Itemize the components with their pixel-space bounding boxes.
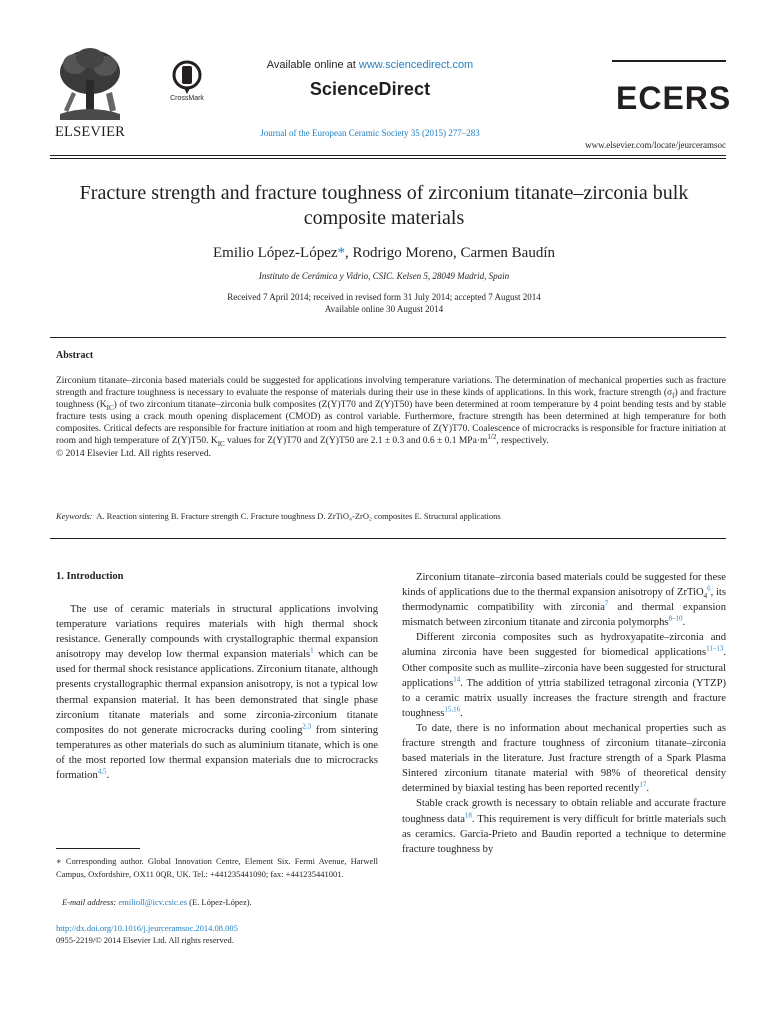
right-column <box>402 570 726 857</box>
crossmark-icon[interactable] <box>172 60 202 100</box>
email-label: E-mail address: <box>62 897 119 907</box>
email-owner: (E. López-López). <box>187 897 252 907</box>
available-online <box>200 59 540 71</box>
elsevier-tree-logo <box>50 42 130 122</box>
sciencedirect-link[interactable]: www.sciencedirect.com <box>358 59 474 71</box>
journal-url[interactable]: www.elsevier.com/locate/jeurceramsoc <box>585 140 726 150</box>
journal-citation[interactable]: Journal of the European Ceramic Society 35 (2015) 277–283 <box>260 128 480 138</box>
intro-paragraph-5: Stable crack growth is necessary to obtain reliable and accurate fracture toughness data$^{18}$. This requirement is very difficult for brittle materials such as ceramics. Garcia-Prieto and Baudin reported a technique to determine fracture toughness by <box>402 798 726 855</box>
section-heading-introduction: 1. Introduction <box>56 571 124 582</box>
publisher-name: ELSEVIER <box>54 124 126 140</box>
intro-paragraph-3: Different zirconia composites such as hydroxyapatite–zirconia and alumina zirconia have been suggested for biomedical applications$^{11-13}$. Other composite such as mullite–zirconia have been suggested for structural applications$^{14}$. The addition of yttria stabilized tetragonal zirconia (YTZP) to a ceramic matrix usually increases the fracture strength and fracture toughness$^{15,16}$. <box>402 632 726 719</box>
keywords-rule <box>50 538 726 539</box>
author-names-rest: , Rodrigo Moreno, Carmen Baudín <box>345 245 556 261</box>
abstract-heading: Abstract <box>56 350 94 361</box>
footnote-rule <box>56 848 140 849</box>
keywords <box>56 511 726 521</box>
received-dates <box>80 291 688 315</box>
issn-line: 0955-2219/© 2014 Elsevier Ltd. All rights reserved. <box>56 935 234 945</box>
received-line: Received 7 April 2014; received in revised form 31 July 2014; accepted 7 August 2014 <box>227 292 541 302</box>
doi-link[interactable]: http://dx.doi.org/10.1016/j.jeurceramsoc.2014.08.005 <box>56 923 238 933</box>
authors <box>80 245 688 262</box>
author-name: Emilio López-López <box>212 245 338 261</box>
crossmark-label: CrossMark <box>170 95 204 102</box>
header-rule-thin <box>50 158 726 159</box>
intro-paragraph-4: To date, there is no information about mechanical properties such as fracture strength and fracture toughness of zirconium titanate–zirconia based materials in the literature. Just fracture strength of a Spark Plasma Sintered zirconium titanate material with 98% of theoretical density determined by biaxial testing has been reported recently$^{17}$. <box>402 722 726 795</box>
corresponding-author-mark[interactable]: * <box>337 245 346 261</box>
available-online-prefix: Available online at <box>266 59 359 71</box>
sciencedirect-wordmark: ScienceDirect <box>309 79 431 99</box>
abstract-rule <box>50 337 726 338</box>
keywords-text: A. Reaction sintering B. Fracture strength C. Fracture toughness D. ZrTiO₄-ZrO₂ composites E. Structural applications <box>96 511 501 521</box>
doi-block <box>56 922 378 946</box>
email-link[interactable]: emilioll@icv.csic.es <box>118 897 188 907</box>
email-line <box>62 897 378 907</box>
affiliation: Instituto de Cerámica y Vidrio, CSIC. Kelsen 5, 28049 Madrid, Spain <box>258 271 510 281</box>
article-title: Fracture strength and fracture toughness of zirconium titanate–zirconia bulk composite materials <box>79 182 689 229</box>
keywords-label: Keywords: <box>56 511 93 521</box>
abstract-copyright: © 2014 Elsevier Ltd. All rights reserved. <box>56 448 211 459</box>
intro-paragraph-1: The use of ceramic materials in structural applications involving temperature variations requires materials with high thermal shock resistance. Generally compounds with crystallographic thermal expansion anisotropy may develop low thermal expansion materials$^1$ which can be used for thermal shock resistance applications. Zirconium titanate, although presents crystallographic thermal expansion anisotropy, is not a typical low thermal expansion material. It has been demonstrated that single phase zirconium titanate materials and some zirconia-zirconium titanate composites do not generate microcracks during cooling$^{2,3}$ from sintering temperatures as other materials do such as aluminium titanate, which is one of the most reported low thermal expansion materials due to microcracks formation$^{4,5}$. <box>56 604 378 782</box>
ecers-logo: ECERS <box>616 80 732 116</box>
available-line: Available online 30 August 2014 <box>324 304 444 314</box>
corresponding-author-footnote: ∗ Corresponding author. Global Innovation Centre, Element Six. Fermi Avenue, Harwell Campus, Oxfordshire, OX11 0QR, UK. Tel.: +441235441090; fax: +441235441001. <box>56 856 378 879</box>
header-rule <box>50 155 726 156</box>
abstract-body: Zirconium titanate–zirconia based materials could be suggested for applications involving temperature variations. The determination of mechanical properties such as fracture strength and fracture toughness is necessary to evaluate the response of materials during their use in these kinds of applications. In this work, fracture strength $(\sigma_f)$ and fracture toughness $(K_{IC})$ of two zirconium titanate–zirconia bulk composites (Z(Y)T70 and Z(Y)T50) have been determined at room temperature by 4 point bending tests and by stable fracture tests using a crack mouth opening displacement (CMOD) as control variable. Furthermore, fracture strength has been determined at high temperature for both composites. Critical defects are responsible for fracture initiation at room and high temperature of Z(Y)T70. Coalescence of microcracks is responsible for fracture initiation at room and high temperature of Z(Y)T50. $K_{IC}$ values for Z(Y)T70 and Z(Y)T50 are 2.1 ± 0.3 and 0.6 ± 0.1 $MPa\cdot m^{1/2}$, respectively. © 2014 Elsevier Ltd. All rights reserved. <box>56 376 726 459</box>
intro-paragraph-2: Zirconium titanate–zirconia based materials could be suggested for these kinds of applications due to the thermal expansion anisotropy of ZrTiO$_4^6$, its thermodynamic compatibility with zirconia$^7$ and thermal expansion mismatch between zirconium titanate and zirconia polymorphs$^{8-10}$. <box>402 572 726 629</box>
top-rule <box>612 60 726 62</box>
